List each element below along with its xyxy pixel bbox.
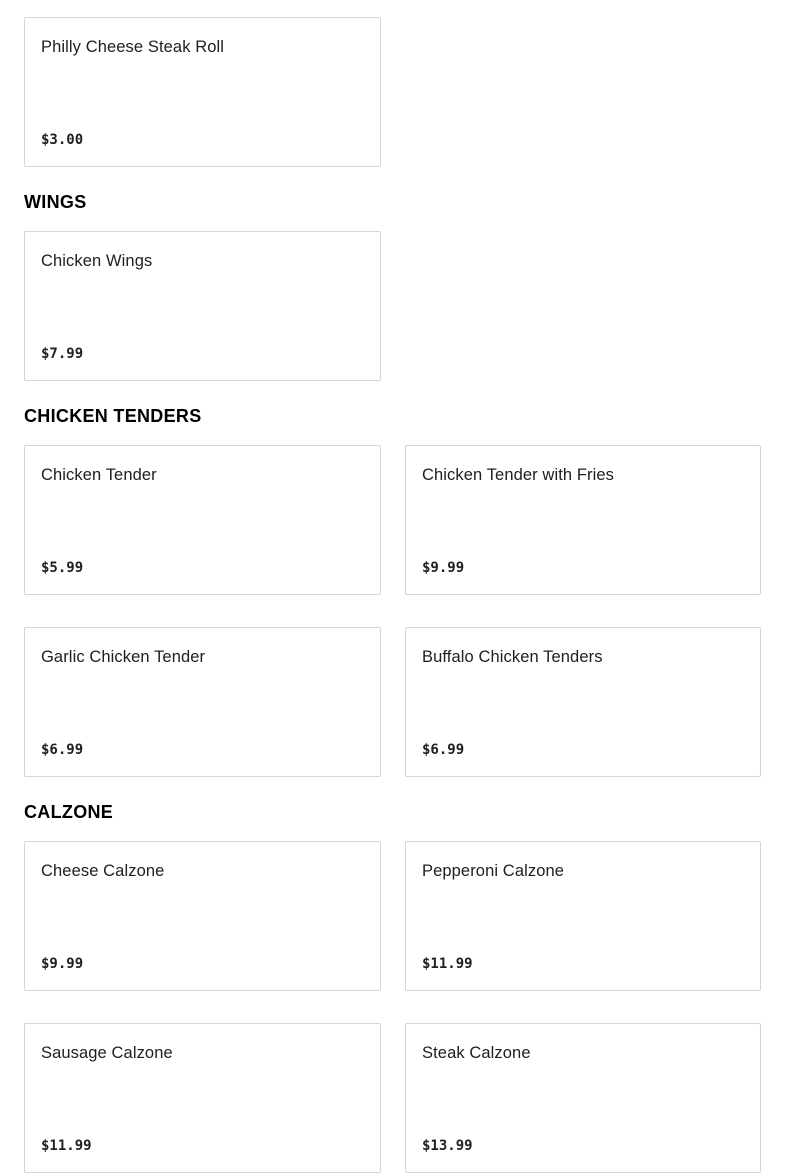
menu-item-price: $7.99 [41, 346, 84, 362]
menu-item-price: $3.00 [41, 132, 84, 148]
menu-item-name: Garlic Chicken Tender [41, 648, 206, 666]
menu-item-card[interactable] [24, 445, 381, 595]
section-title-calzone: CALZONE [24, 802, 114, 822]
menu-item-name: Philly Cheese Steak Roll [41, 38, 225, 56]
menu-item-name: Pepperoni Calzone [422, 862, 565, 880]
menu-item-name: Buffalo Chicken Tenders [422, 648, 603, 666]
menu-item-price: $11.99 [422, 956, 473, 972]
menu-item-name: Chicken Tender [41, 466, 157, 484]
menu-item-card[interactable] [24, 627, 381, 777]
menu-item-price: $13.99 [422, 1138, 473, 1154]
menu-item-name: Chicken Tender with Fries [422, 466, 615, 484]
menu-item-price: $11.99 [41, 1138, 92, 1154]
menu-item-name: Steak Calzone [422, 1044, 531, 1062]
menu-item-card[interactable] [24, 841, 381, 991]
menu-item-price: $9.99 [41, 956, 84, 972]
menu-item-price: $5.99 [41, 560, 84, 576]
menu-item-card[interactable] [405, 627, 761, 777]
menu-item-name: Sausage Calzone [41, 1044, 173, 1062]
menu-item-card[interactable] [24, 1023, 381, 1173]
menu-item-card[interactable] [405, 841, 761, 991]
menu-item-card[interactable] [405, 445, 761, 595]
menu-item-name: Chicken Wings [41, 252, 153, 270]
menu-item-card[interactable] [24, 231, 381, 381]
menu-item-price: $6.99 [41, 742, 84, 758]
section-title-chicken-tenders: CHICKEN TENDERS [24, 406, 202, 426]
section-title-wings: WINGS [24, 192, 87, 212]
menu-item-price: $9.99 [422, 560, 465, 576]
menu-item-name: Cheese Calzone [41, 862, 165, 880]
menu-item-card[interactable] [24, 17, 381, 167]
menu-item-card[interactable] [405, 1023, 761, 1173]
menu-item-price: $6.99 [422, 742, 465, 758]
